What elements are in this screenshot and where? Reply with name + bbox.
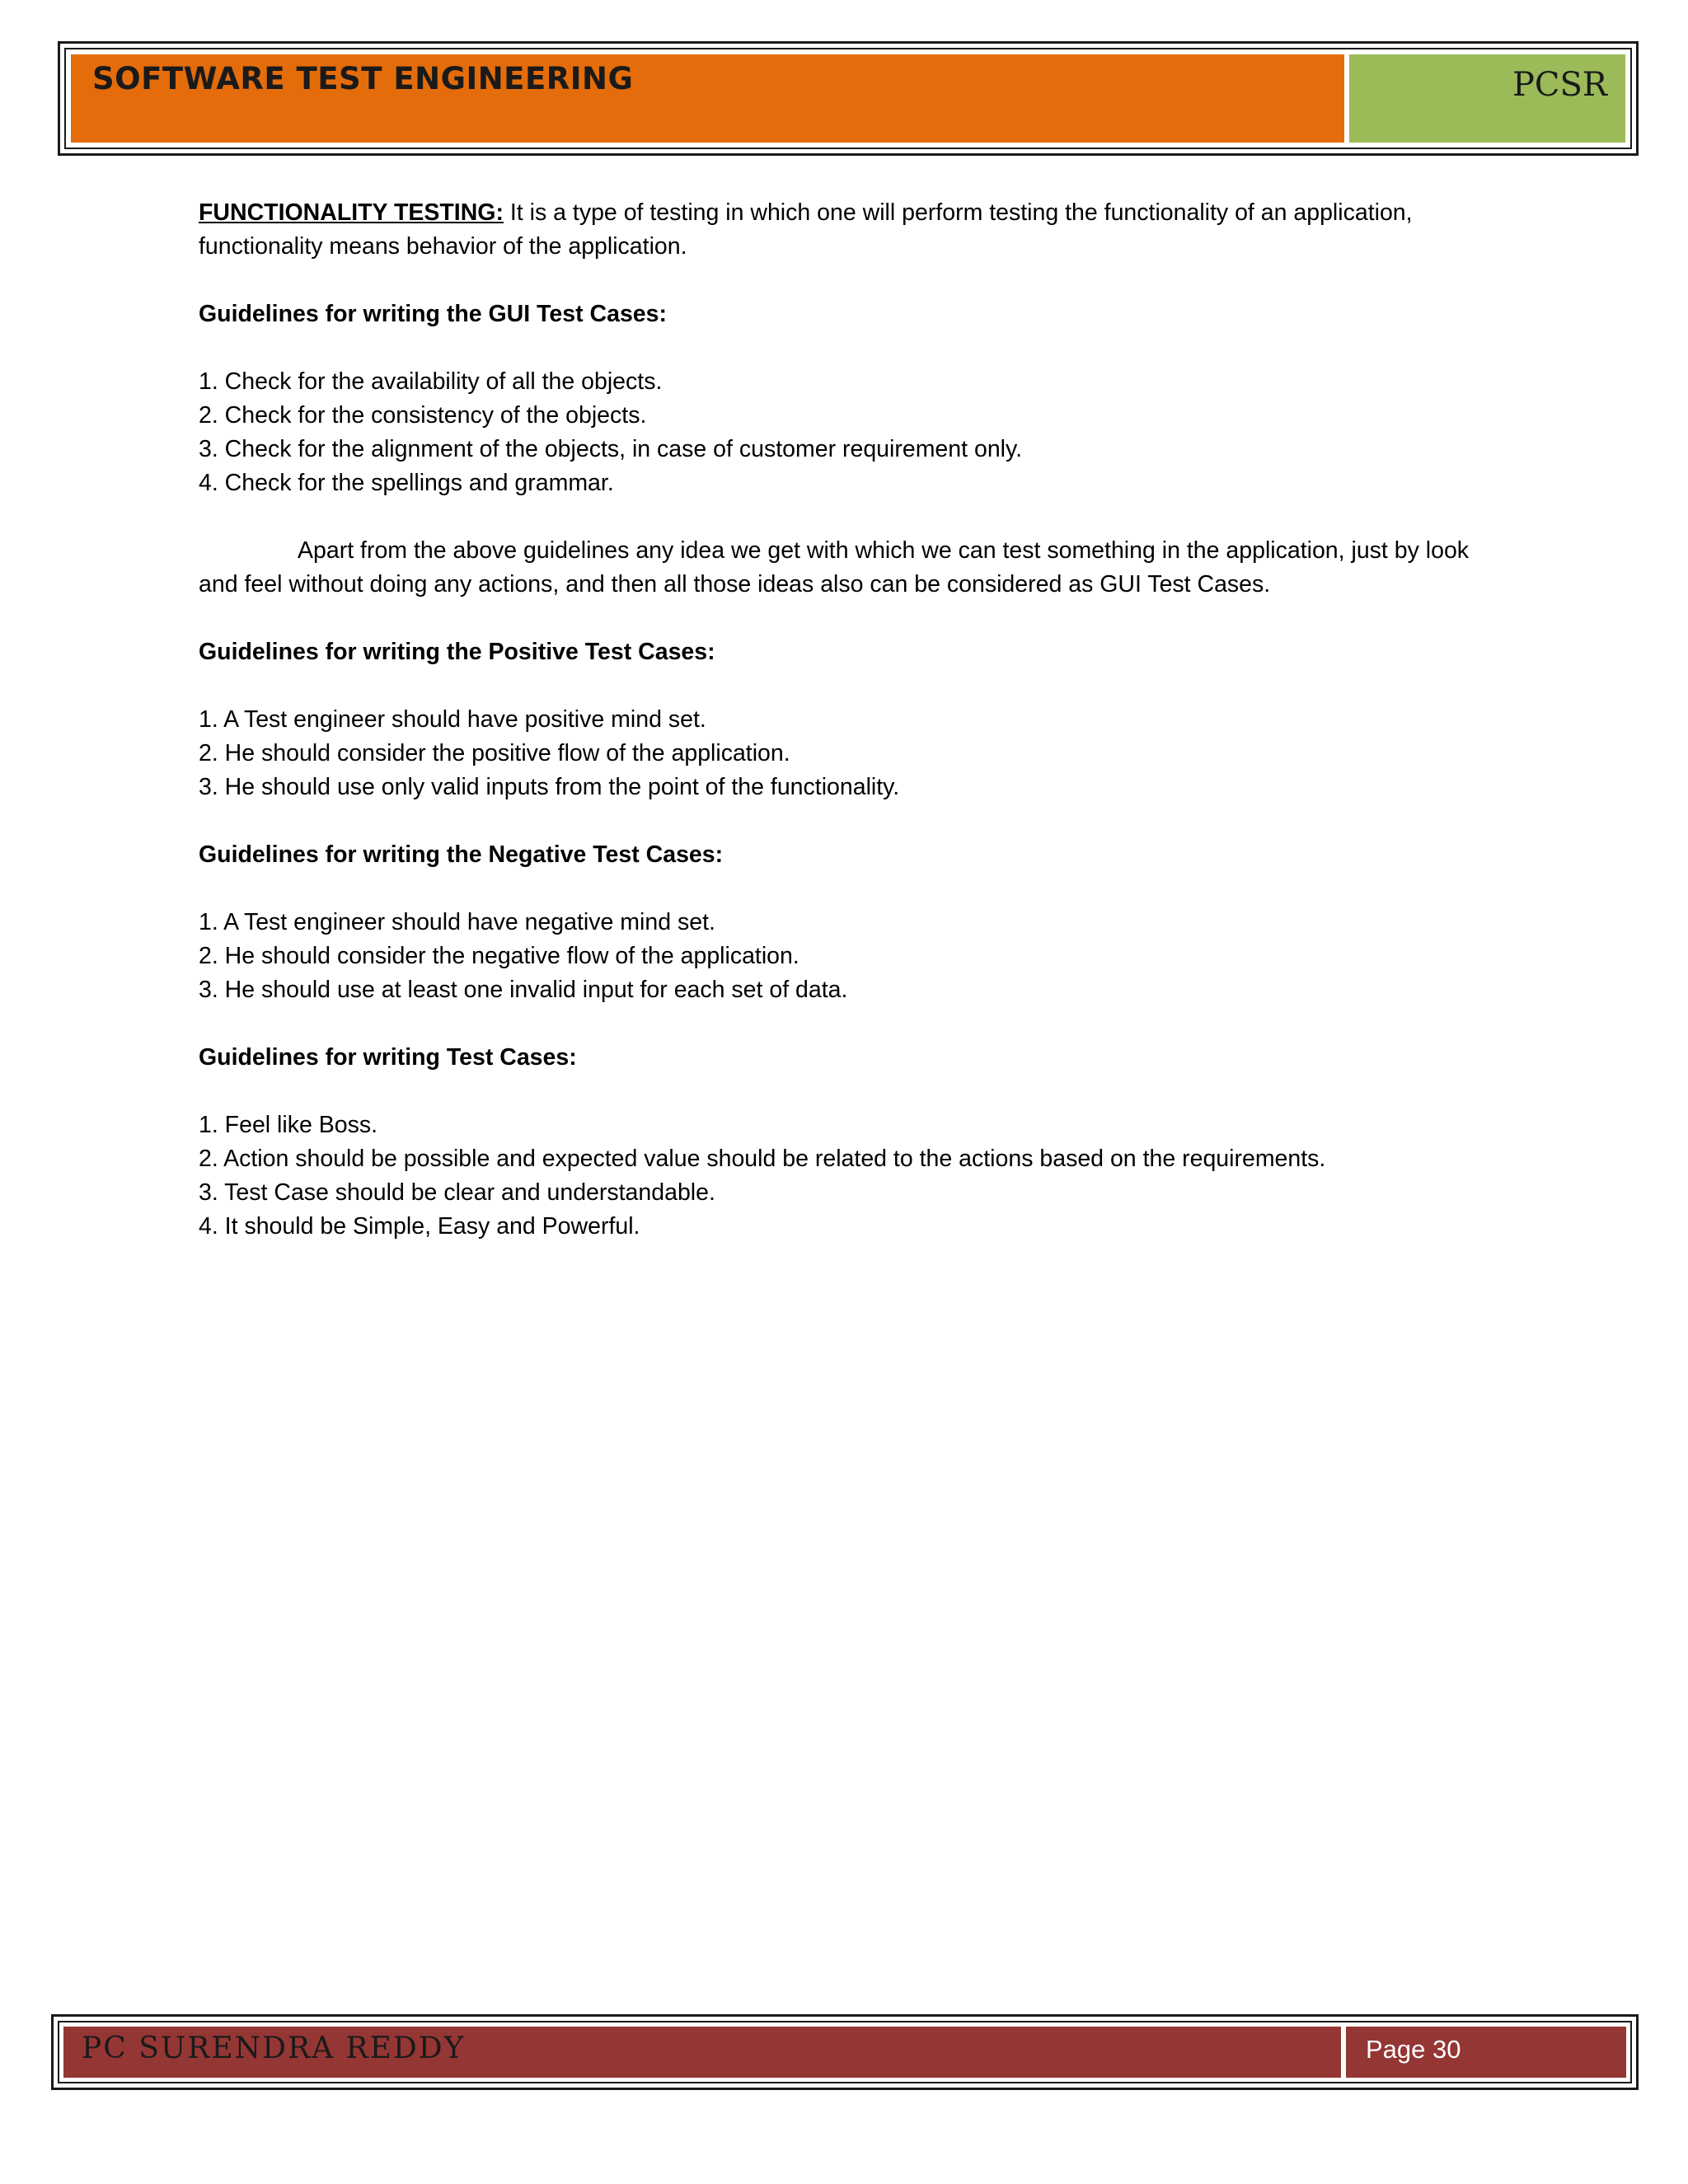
page-footer-inner	[58, 2021, 1632, 2083]
list-item: 3. Check for the alignment of the objects, in case of customer requirement only.	[199, 436, 1023, 462]
footer-page-cell	[1346, 2027, 1626, 2078]
gui-note-paragraph: Apart from the above guidelines any idea we get with which we can test something in the application, just by look and feel without doing any actions, and then all those ideas also can be considered as GUI Test Cases.	[199, 537, 1470, 598]
header-badge-cell	[1349, 54, 1625, 143]
list-item: 4. Check for the spellings and grammar.	[199, 470, 614, 496]
footer-author: PC SURENDRA REDDY	[82, 2032, 466, 2065]
list-item: 2. Check for the consistency of the objects.	[199, 402, 647, 429]
list-item: 1. A Test engineer should have negative mind set.	[199, 909, 715, 935]
list-item: 1. Feel like Boss.	[199, 1112, 378, 1138]
header-title-cell	[71, 54, 1344, 143]
positive-guidelines-list	[199, 703, 1509, 804]
negative-guidelines-heading: Guidelines for writing the Negative Test Cases:	[199, 841, 724, 868]
intro-paragraph	[199, 196, 1509, 264]
list-item: 1. Check for the availability of all the objects.	[199, 368, 663, 395]
page-footer	[51, 2014, 1639, 2090]
footer-author-cell	[63, 2027, 1341, 2078]
list-item: 1. A Test engineer should have positive mind set.	[199, 706, 706, 733]
list-item: 4. It should be Simple, Easy and Powerful.	[199, 1213, 640, 1240]
list-item: 2. He should consider the positive flow of the application.	[199, 740, 790, 766]
page-header	[58, 41, 1639, 156]
list-item: 2. Action should be possible and expected value should be related to the actions based on the requirements.	[199, 1146, 1326, 1172]
page-content	[199, 196, 1509, 1244]
header-badge: PCSR	[1512, 66, 1607, 104]
page-number: Page 30	[1366, 2035, 1461, 2064]
page-header-inner	[64, 48, 1632, 149]
document-title: SOFTWARE TEST ENGINEERING	[92, 61, 634, 96]
list-item: 3. Test Case should be clear and understandable.	[199, 1179, 715, 1206]
intro-term: FUNCTIONALITY TESTING:	[199, 199, 504, 226]
gui-guidelines-heading: Guidelines for writing the GUI Test Cases:	[199, 301, 667, 327]
intro-text: It is a type of testing in which one will perform testing the functionality of an application, functionality means behavior of the application.	[199, 199, 1413, 260]
list-item: 3. He should use only valid inputs from the point of the functionality.	[199, 774, 900, 800]
list-item: 3. He should use at least one invalid input for each set of data.	[199, 977, 848, 1003]
positive-guidelines-heading: Guidelines for writing the Positive Test Cases:	[199, 639, 715, 665]
gui-guidelines-list	[199, 365, 1509, 500]
general-guidelines-heading: Guidelines for writing Test Cases:	[199, 1044, 577, 1071]
general-guidelines-list	[199, 1108, 1509, 1244]
negative-guidelines-list	[199, 906, 1509, 1007]
list-item: 2. He should consider the negative flow of the application.	[199, 943, 799, 969]
